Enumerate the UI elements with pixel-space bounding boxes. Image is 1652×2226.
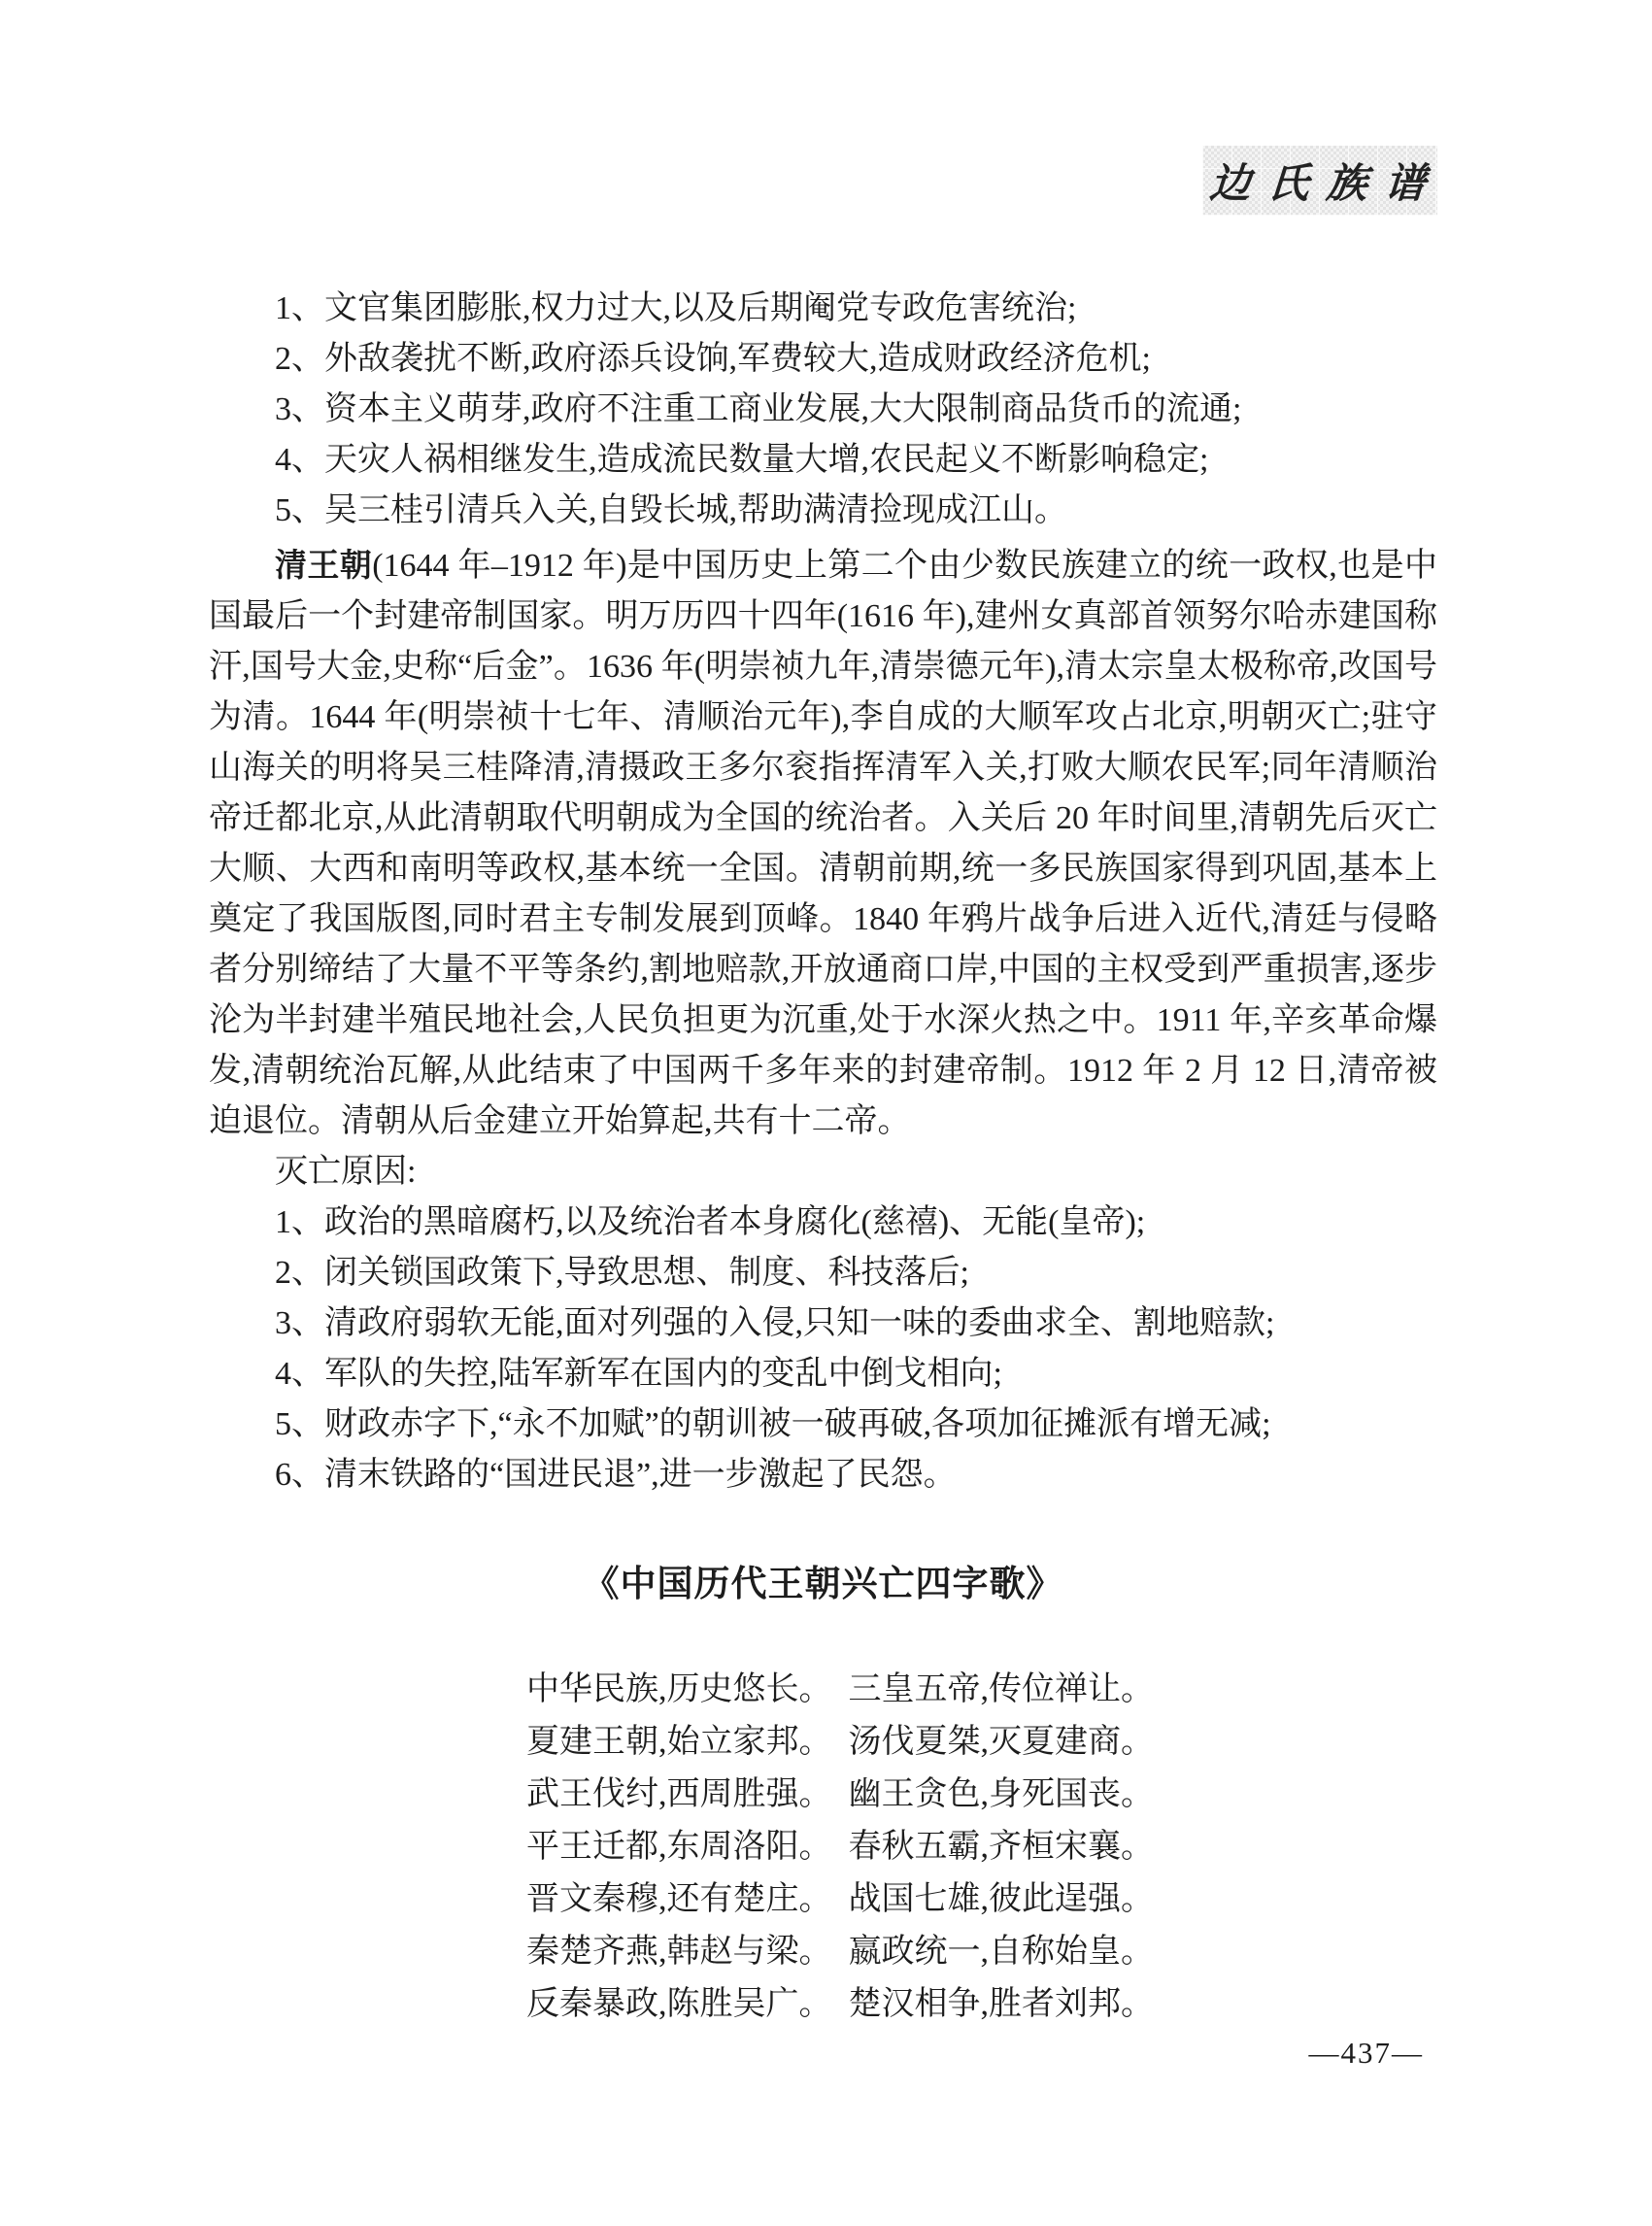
poem-title: 《中国历代王朝兴亡四字歌》 [583, 1564, 1063, 1603]
poem-line: 武王伐纣,西周胜强。 幽王贪色,身死国丧。 [526, 1776, 1154, 1812]
list-item: 3、清政府弱软无能,面对列强的入侵,只知一味的委曲求全、割地赔款; [275, 1305, 1275, 1341]
paragraph-body: (1644 年–1912 年)是中国历史上第二个由少数民族建立的统一政权,也是中国最后一个封建帝制国家。明万历四十四年(1616 年),建州女真部首领努尔哈赤建国称汗,国号大金,史称“后金”。1636 年(明崇祯九年,清崇德元年),清太宗皇太极称帝,改国号为清。1644 年(明崇祯十七年、清顺治元年),李自成的大顺军攻占北京,明朝灭亡;驻守山海关的明将吴三桂降清,清摄政王多尔衮指挥清军入关,打败大顺农民军;同年清顺治帝迁都北京,从此清朝取代明朝成为全国的统治者。入关后 20 年时间里,清朝先后灭亡大顺、大西和南明等政权,基本统一全国。清朝前期,统一多民族国家得到巩固,基本上奠定了我国版图,同时君主专制发展到顶峰。1840 年鸦片战争后进入近代,清廷与侵略者分别缔结了大量不平等条约,割地赔款,开放通商口岸,中国的主权受到严重损害,逐步沦为半封建半殖民地社会,人民负担更为沉重,处于水深火热之中。1911 年,辛亥革命爆发,清朝统治瓦解,从此结束了中国两千多年来的封建帝制。1912 年 2 月 12 日,清帝被迫退位。清朝从后金建立开始算起,共有十二帝。 [209, 548, 1438, 1139]
page-number: —437— [1308, 2036, 1424, 2070]
list-item: 5、吴三桂引清兵入关,自毁长城,帮助满清捡现成江山。 [275, 492, 1067, 528]
list-item: 3、资本主义萌芽,政府不注重工商业发展,大大限制商品货币的流通; [275, 391, 1242, 427]
list-item: 1、文官集团膨胀,权力过大,以及后期阉党专政危害统治; [275, 290, 1077, 326]
book-title: 边氏族谱 [1208, 162, 1445, 207]
running-head-box [1202, 146, 1445, 216]
list-item: 6、清末铁路的“国进民退”,进一步激起了民怨。 [275, 1457, 957, 1493]
list-item: 2、外敌袭扰不断,政府添兵设饷,军费较大,造成财政经济危机; [275, 341, 1151, 377]
list-item: 1、政治的黑暗腐朽,以及统治者本身腐化(慈禧)、无能(皇帝); [275, 1204, 1146, 1240]
poem-line: 秦楚齐燕,韩赵与梁。 嬴政统一,自称始皇。 [526, 1934, 1154, 1970]
list-item: 5、财政赤字下,“永不加赋”的朝训被一破再破,各项加征摊派有增无减; [275, 1406, 1271, 1442]
qing-fall-reasons-list [209, 1197, 1437, 1501]
list-item: 2、闭关锁国政策下,导致思想、制度、科技落后; [275, 1255, 969, 1291]
list-item: 4、军队的失控,陆军新军在国内的变乱中倒戈相向; [275, 1356, 1002, 1392]
ming-fall-reasons-list [209, 284, 1437, 536]
fall-reasons-heading: 灭亡原因: [275, 1154, 417, 1190]
poem-line: 反秦暴政,陈胜吴广。 楚汉相争,胜者刘邦。 [526, 1986, 1154, 2022]
poem-line: 平王迁都,东周洛阳。 春秋五霸,齐桓宋襄。 [526, 1829, 1154, 1865]
poem-line: 中华民族,历史悠长。 三皇五帝,传位禅让。 [526, 1671, 1154, 1707]
poem-line: 晋文秦穆,还有楚庄。 战国七雄,彼此逞强。 [526, 1881, 1154, 1917]
list-item: 4、天灾人祸相继发生,造成流民数量大增,农民起义不断影响稳定; [275, 442, 1209, 478]
poem-line: 夏建王朝,始立家邦。 汤伐夏桀,灭夏建商。 [526, 1724, 1154, 1760]
paragraph-lead: 清王朝 [275, 547, 373, 583]
poem-body [209, 1664, 1437, 2031]
text-column [209, 284, 1437, 2031]
qing-dynasty-paragraph [209, 540, 1437, 1147]
